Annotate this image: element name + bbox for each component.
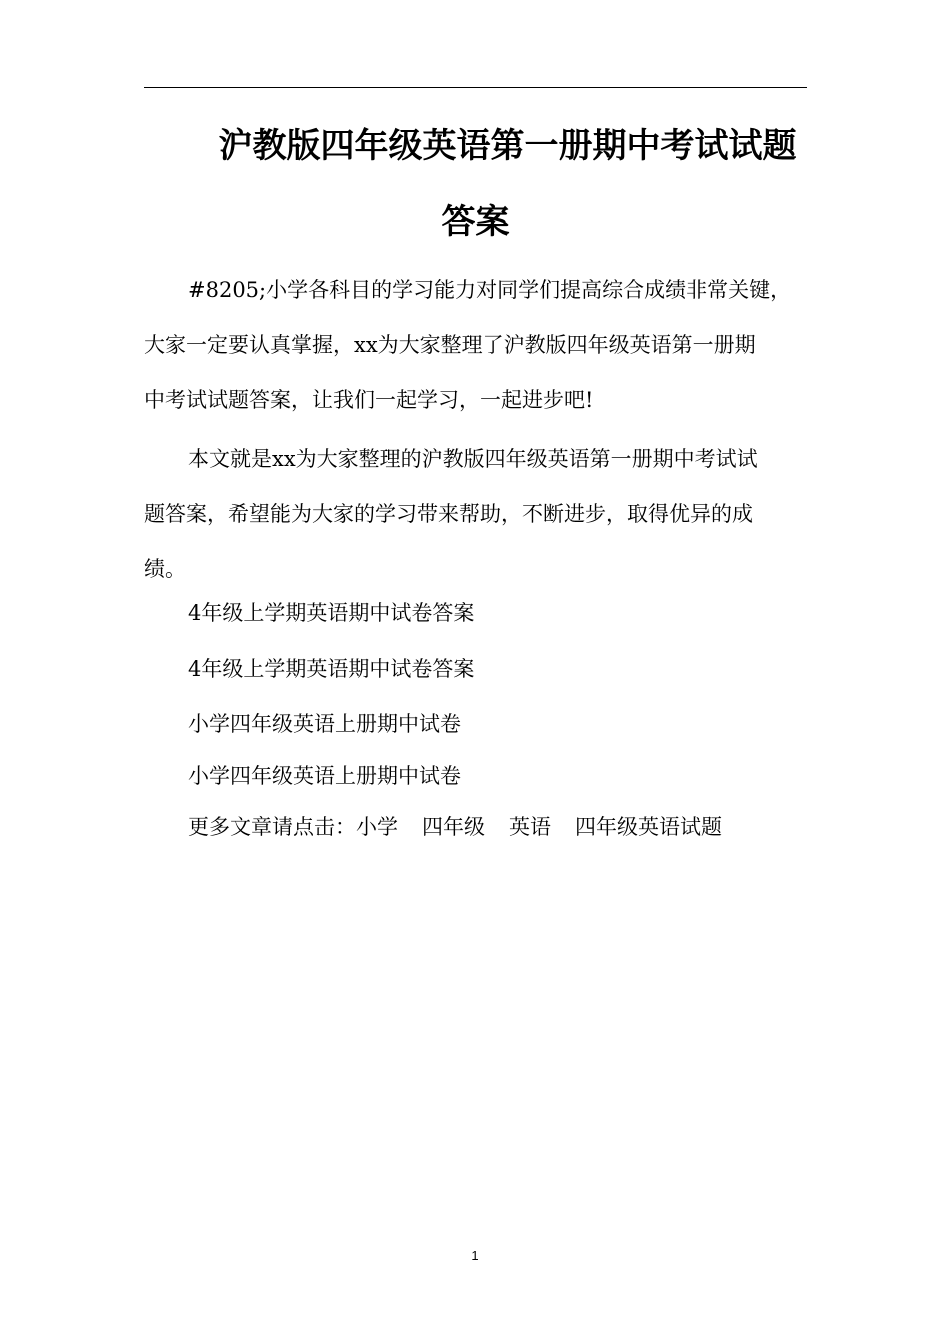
paragraph-line: #8205;小学各科目的学习能力对同学们提高综合成绩非常关键，	[188, 278, 792, 302]
paragraph-line: 本文就是xx为大家整理的沪教版四年级英语第一册期中考试试	[188, 447, 758, 471]
list-item[interactable]: 小学四年级英语上册期中试卷	[188, 712, 461, 736]
more-articles-label: 更多文章请点击：	[188, 815, 356, 839]
paragraph-line: 大家一定要认真掌握，xx为大家整理了沪教版四年级英语第一册期	[144, 333, 756, 357]
list-item[interactable]: 4年级上学期英语期中试卷答案	[188, 657, 475, 681]
paragraph-line: 绩。	[144, 557, 186, 581]
link-grade-four[interactable]: 四年级	[422, 815, 485, 839]
link-grade-four-english-tests[interactable]: 四年级英语试题	[575, 815, 722, 839]
more-articles-row	[188, 812, 722, 842]
paragraph-line: 题答案，希望能为大家的学习带来帮助，不断进步，取得优异的成	[144, 502, 753, 526]
document-title-line-1: 沪教版四年级英语第一册期中考试试题	[218, 126, 797, 166]
list-item[interactable]: 4年级上学期英语期中试卷答案	[188, 601, 475, 625]
paragraph-line: 中考试试题答案，让我们一起学习，一起进步吧!	[144, 388, 594, 412]
link-primary-school[interactable]: 小学	[356, 815, 398, 839]
intro-paragraph	[144, 263, 807, 428]
page-number: 1	[471, 1248, 479, 1263]
list-item[interactable]: 小学四年级英语上册期中试卷	[188, 764, 461, 788]
link-english[interactable]: 英语	[509, 815, 551, 839]
header-rule	[144, 87, 807, 88]
summary-paragraph	[144, 432, 807, 597]
document-title-line-2: 答案	[441, 202, 510, 242]
